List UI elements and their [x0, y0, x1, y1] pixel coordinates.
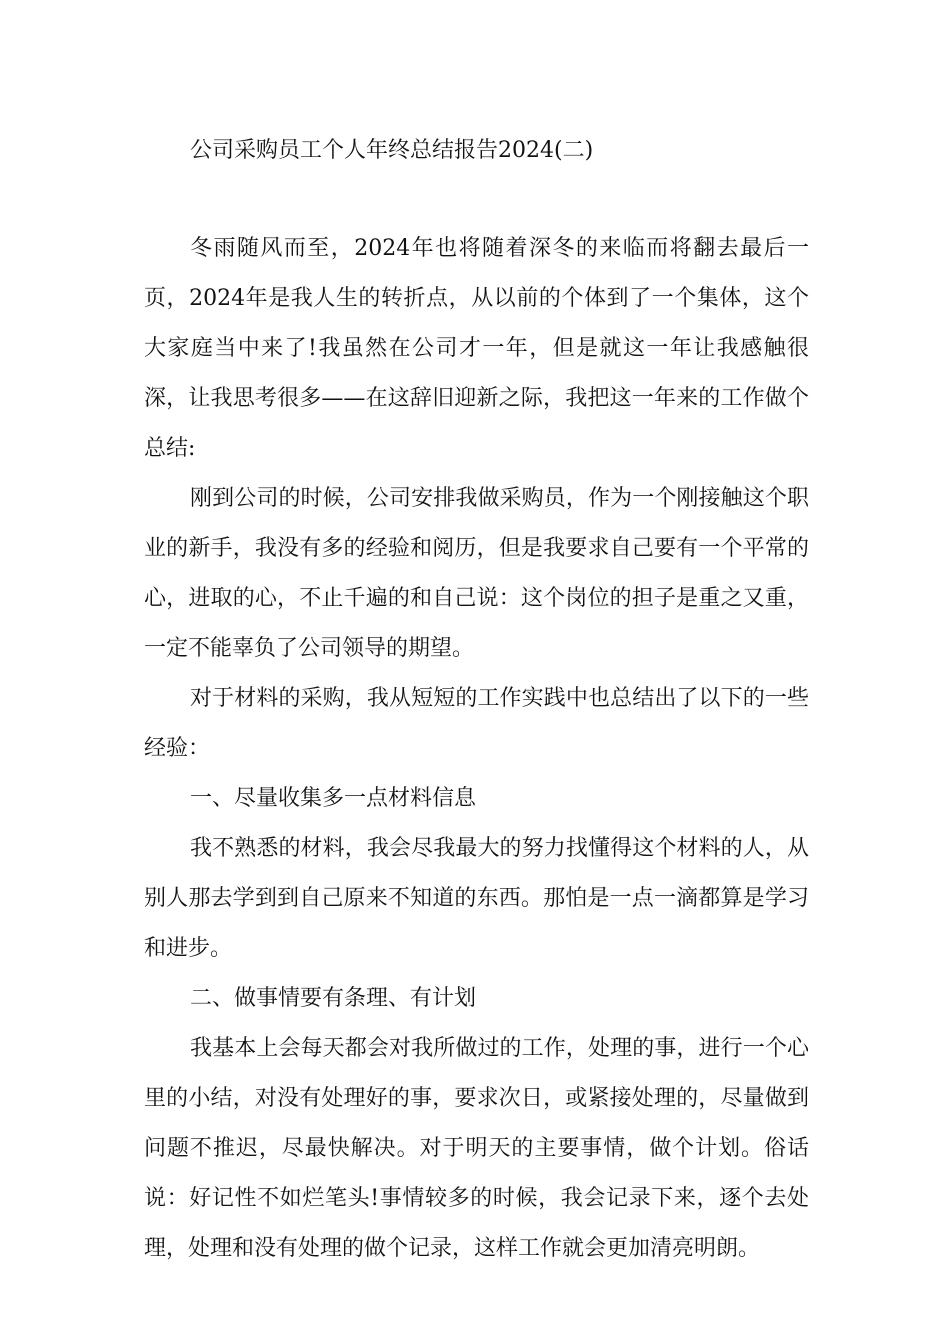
paragraph-section-2: 我基本上会每天都会对我所做过的工作，处理的事，进行一个心里的小结，对没有处理好的事，要求次日，或紧接处理的，尽量做到问题不推迟，尽最快解决。对于明天的主要事情，做个计划。俗话说：好记性不如烂笔头!事情较多的时候，我会记录下来，逐个去处理，处理和没有处理的做个记录，这样工作就会更加清亮明朗。	[144, 1036, 809, 1261]
paragraph-intro: 冬雨随风而至，2024年也将随着深冬的来临而将翻去最后一页，2024年是我人生的转折点，从以前的个体到了一个集体，这个大家庭当中来了!我虽然在公司才一年，但是就这一年让我感触很深，让我思考很多——在这辞旧迎新之际，我把这一年来的工作做个总结:	[144, 236, 809, 461]
document-body	[144, 224, 809, 1274]
paragraph-section-1: 我不熟悉的材料，我会尽我最大的努力找懂得这个材料的人，从别人那去学到到自己原来不知道的东西。那怕是一点一滴都算是学习和进步。	[144, 836, 809, 961]
paragraph-start: 刚到公司的时候，公司安排我做采购员，作为一个刚接触这个职业的新手，我没有多的经验和阅历，但是我要求自己要有一个平常的心，进取的心，不止千遍的和自己说：这个岗位的担子是重之又重，一定不能辜负了公司领导的期望。	[144, 486, 809, 661]
page-title: 公司采购员工个人年终总结报告2024(二)	[190, 138, 594, 163]
section-heading-2: 二、做事情要有条理、有计划	[190, 986, 477, 1011]
paragraph-experience: 对于材料的采购，我从短短的工作实践中也总结出了以下的一些经验：	[144, 686, 809, 761]
section-heading-1: 一、尽量收集多一点材料信息	[190, 786, 477, 811]
